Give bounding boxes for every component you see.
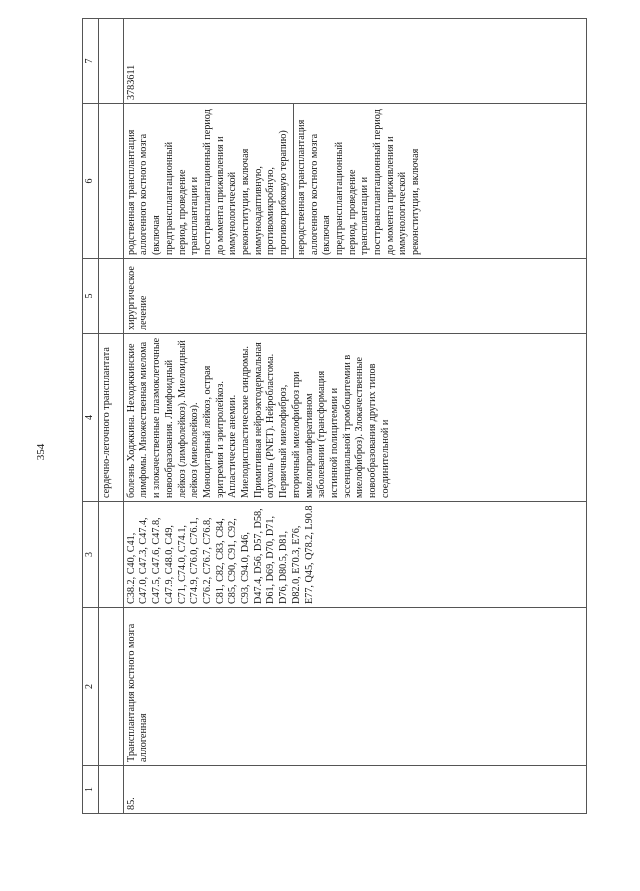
page-number: 354	[35, 443, 47, 461]
method-related-transplant: родственная трансплантация аллогенного костного мозга (включая предтрансплантационный период, проведение трансплантации и посттрансплантационный период до момента приживления и иммунологической реконституции, включая иммуноадаптивную, противомикробную, противогрибковую терапию)	[126, 104, 294, 258]
empty-cell	[98, 19, 123, 104]
empty-cell	[98, 608, 123, 766]
rotated-table-container	[82, 54, 587, 814]
column-number-4: 4	[83, 334, 99, 502]
column-number-1: 1	[83, 766, 99, 814]
cost: 3783611	[123, 19, 586, 104]
column-number-3: 3	[83, 502, 99, 608]
treatment-type: хирургическое лечение	[123, 259, 586, 334]
empty-cell	[98, 259, 123, 334]
continuation-row	[98, 19, 123, 814]
column-number-6: 6	[83, 104, 99, 259]
icd-codes: C38.2, C40, C41, C47.0, C47.3, C47.4, C47.5, C47.6, C47.8, C47.9, C48.0, C49, C71, C74.0, C74.1, C74.9, C76.0, C76.1, C76.2, C76.7, C76.8, C81, C82, C83, C84, C85, C90, C91, C92, C93, C94.0, D46, D47.4, D56, D57, D58, D61, D69, D70, D71, D76, D80.5, D81, D82.0, E70.3, E76, E77, Q45, Q78.2, L90.8	[123, 502, 586, 608]
procedure-name: Трансплантация костного мозга аллогенная	[123, 608, 586, 766]
treatment-methods-cell	[123, 104, 586, 259]
empty-cell	[98, 104, 123, 259]
row-index: 85.	[123, 766, 586, 814]
continuation-diagnosis-cell: сердечно-легочного трансплантата	[98, 334, 123, 502]
column-number-row	[83, 19, 99, 814]
services-table	[82, 18, 587, 814]
empty-cell	[98, 502, 123, 608]
column-number-5: 5	[83, 259, 99, 334]
method-unrelated-transplant: неродственная трансплантация аллогенного костного мозга (включая предтрансплантационный период, проведение трансплантации и посттрансплантационный период до момента приживления и иммунологической реконституции, включая	[295, 109, 422, 255]
column-number-2: 2	[83, 608, 99, 766]
diagnoses: болезнь Ходжкина. Неходжкинские лимфомы. Множественная миелома и злокачественные плазмоклеточные новообразования. Лимфоидный лейкоз (лимфолейкоз). Миелоидный лейкоз (миелолейкоз). Моноцитарный лейкоз, острая эритремия и эритролейкоз. Апластические анемии. Миелодиспластические синдромы. Примитивная нейроэктодермальная опухоль (PNET). Нейробластома. Первичный миелофиброз, вторичный миелофиброз при миелопролиферативном заболевании (трансформация истинной полицитемии и эссенциальной тромбоцитемии в миелофиброз). Злокачественные новообразования других типов соединительной и	[123, 334, 586, 502]
table-row	[123, 19, 586, 814]
column-number-7: 7	[83, 19, 99, 104]
empty-cell	[98, 766, 123, 814]
